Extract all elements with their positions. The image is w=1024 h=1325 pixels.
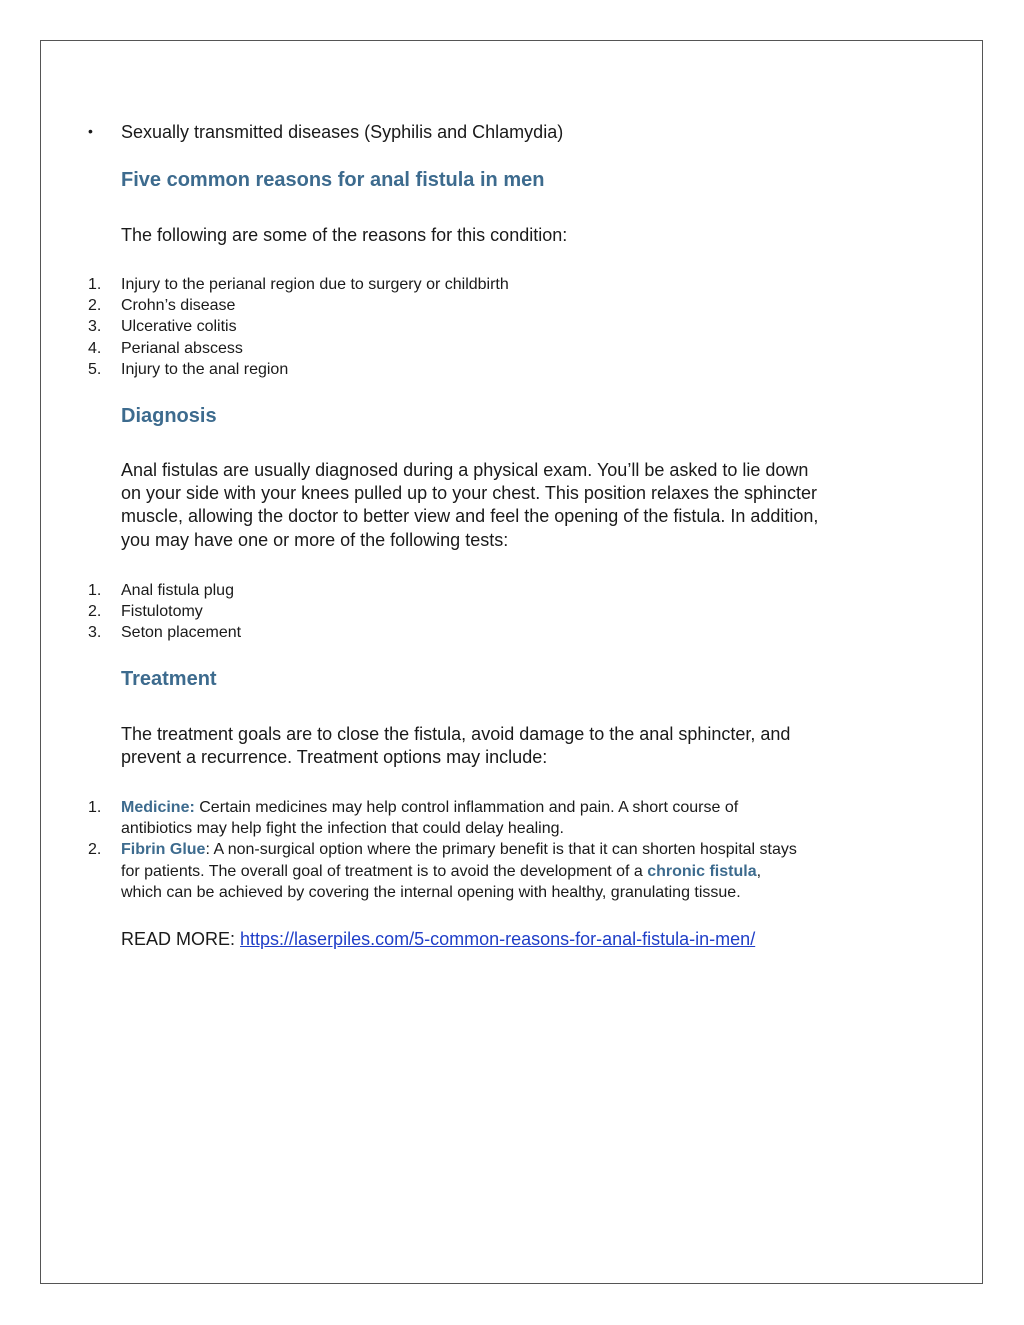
paragraph-line: muscle, allowing the doctor to better view and feel the opening of the fistula. In addition, — [121, 506, 819, 527]
read-more — [121, 928, 755, 951]
paragraph-line: on your side with your knees pulled up to your chest. This position relaxes the sphincter — [121, 483, 818, 504]
list-item: 2. Fistulotomy — [88, 603, 203, 621]
diagnosis-tests-list — [88, 580, 241, 644]
reasons-heading: Five common reasons for anal fistula in men — [121, 169, 545, 191]
read-more-label: READ MORE: — [121, 929, 241, 949]
treatment-options-list — [88, 797, 797, 903]
paragraph-line: prevent a recurrence. Treatment options may include: — [121, 747, 548, 768]
treatment-heading: Treatment — [121, 668, 217, 690]
list-item: 1. Medicine: Certain medicines may help control inflammation and pain. A short course of antibiotics may help fight the infection that could delay healing. — [88, 799, 739, 838]
paragraph-line: Anal fistulas are usually diagnosed during a physical exam. You’ll be asked to lie down — [121, 460, 809, 480]
read-more-link[interactable]: https://laserpiles.com/5-common-reasons-for-anal-fistula-in-men/ — [240, 929, 756, 949]
diagnosis-paragraph — [121, 459, 921, 552]
list-item: 2. Crohn’s disease — [88, 297, 236, 315]
diagnosis-heading: Diagnosis — [121, 405, 217, 427]
paragraph-line: you may have one or more of the following tests: — [121, 529, 509, 550]
list-item: 4. Perianal abscess — [88, 339, 243, 357]
fibrin-glue-term: Fibrin Glue — [121, 841, 206, 859]
list-item: 5. Injury to the anal region — [88, 360, 289, 378]
paragraph-line: The treatment goals are to close the fistula, avoid damage to the anal sphincter, and — [121, 724, 791, 744]
list-item: 2. Fibrin Glue: A non-surgical option where the primary benefit is that it can shorten hospital stays for patients. The overall goal of treatment is to avoid the development of a chronic fistula, which can be achieved by covering the internal opening with healthy, granulating tissue. — [88, 841, 797, 901]
treatment-paragraph — [121, 723, 921, 769]
chronic-fistula-term: chronic fistula — [647, 862, 757, 880]
bullet-marker: • — [88, 123, 93, 139]
list-item: 1. Anal fistula plug — [88, 582, 234, 599]
reasons-intro: The following are some of the reasons for this condition: — [121, 225, 568, 245]
reasons-list — [88, 274, 509, 380]
list-item: 3. Ulcerative colitis — [88, 318, 237, 336]
list-item: 3. Seton placement — [88, 624, 242, 642]
list-item: 1. Injury to the perianal region due to surgery or childbirth — [88, 276, 509, 293]
intro-bullet-text: Sexually transmitted diseases (Syphilis and Chlamydia) — [121, 122, 564, 142]
medicine-term: Medicine: — [121, 799, 195, 816]
